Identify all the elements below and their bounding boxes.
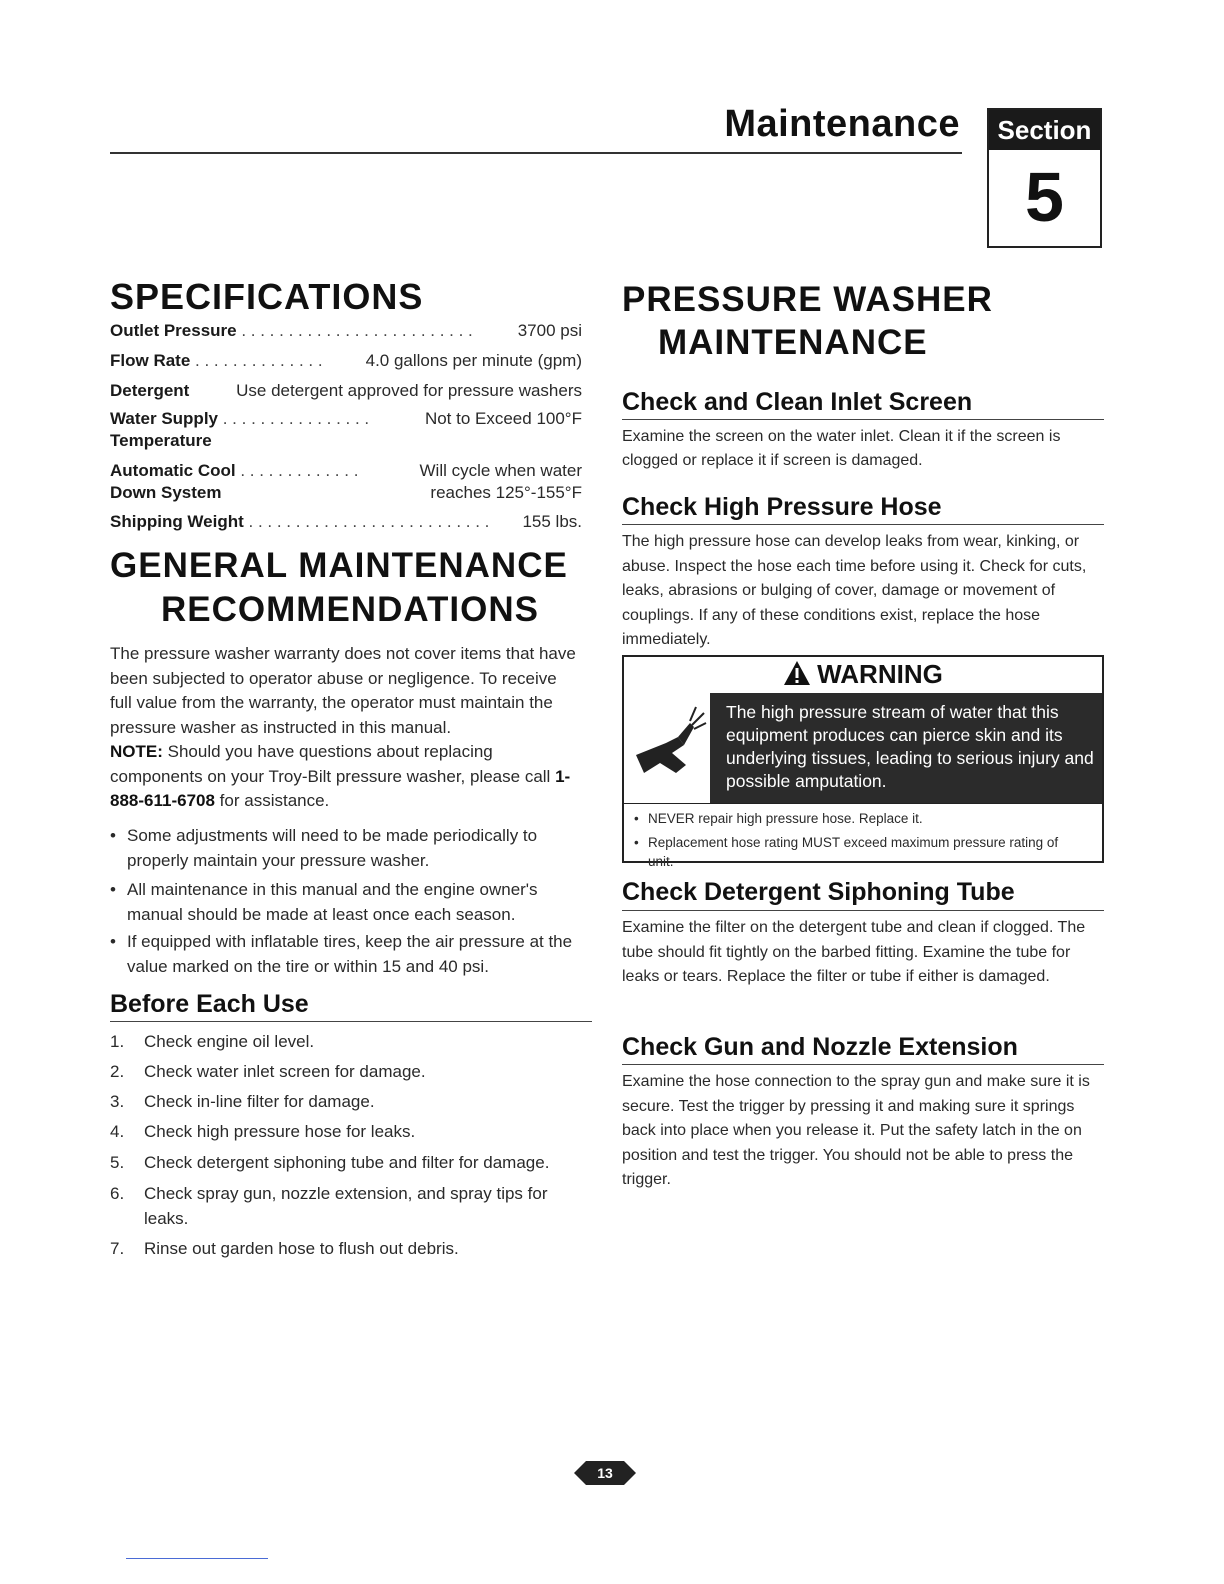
section-number: 5 [1025,158,1064,236]
before-each-use-heading: Before Each Use [110,990,309,1018]
spec-row: Outlet Pressure . . . . . . . . . . . . . . . . . . . . . . . . . 3700 psi [110,321,582,340]
hose-heading: Check High Pressure Hose [622,493,942,521]
general-intro: The pressure washer warranty does not cover items that have been subjected to operator abuse or negligence. To receive full value from the warranty, the operator must maintain the pressure washer as instructed in this manual. [110,644,576,737]
detergent-text: Examine the filter on the detergent tube and clean if clogged. The tube should fit tightly on the barbed fitting. Examine the tube for leaks or tears. Replace the filter or tube if either is damaged. [622,919,1086,985]
inlet-screen-heading: Check and Clean Inlet Screen [622,388,973,416]
gun-heading: Check Gun and Nozzle Extension [622,1033,1018,1061]
list-item: 1. Check engine oil level. [110,1032,315,1051]
subheading-rule [622,1064,1104,1065]
inlet-screen-text: Examine the screen on the water inlet. Clean it if the screen is clogged or replace it if screen is damaged. [622,428,1061,469]
footer-line [126,1558,268,1559]
section-badge [987,108,1102,248]
subheading-rule [622,524,1104,525]
subheading-rule [622,910,1104,911]
general-bullet: • If equipped with inflatable tires, keep the air pressure at the value marked on the tire or within 15 and 40 psi. [110,930,580,979]
page-title: Maintenance [724,103,960,145]
list-item: 5. Check detergent siphoning tube and filter for damage. [110,1153,550,1172]
list-item: 7. Rinse out garden hose to flush out debris. [110,1239,459,1258]
subheading-rule [622,419,1104,420]
pw-heading-line1: PRESSURE WASHER [622,280,993,319]
general-bullet: • Some adjustments will need to be made periodically to properly maintain your pressure washer. [110,824,580,873]
general-note: NOTE: Should you have questions about replacing components on your Troy-Bilt pressure washer, please call 1-888-611-6708 for assistance. [110,742,571,810]
spec-row-continued: Temperature [110,431,212,450]
list-item: 2. Check water inlet screen for damage. [110,1062,426,1081]
list-item: 4. Check high pressure hose for leaks. [110,1122,416,1141]
warning-divider [624,803,1102,804]
warning-message: The high pressure stream of water that this equipment produces can pierce skin and its underlying tissues, leading to serious injury and possible amputation. [710,693,1102,803]
header-rule [110,152,962,154]
spec-row-continued: Down System reaches 125°-155°F [110,483,582,502]
warning-box [622,655,1104,869]
spec-row: Automatic Cool . . . . . . . . . . . . . Will cycle when water [110,461,582,480]
hose-text: The high pressure hose can develop leaks from wear, kinking, or abuse. Inspect the hose each time before using it. Check for cuts, leaks, abrasions or bulging of cover, damage or movement of couplings. If any of these conditions exist, replace the hose immediately. [622,533,1087,648]
spec-row: Water Supply . . . . . . . . . . . . . . . . Not to Exceed 100°F [110,409,582,428]
warning-header [624,657,1102,693]
general-bullet: • All maintenance in this manual and the engine owner's manual should be made at least once each season. [110,878,580,927]
subheading-rule [110,1021,592,1022]
spec-row: Detergent Use detergent approved for pressure washers [110,381,582,400]
gun-text: Examine the hose connection to the spray gun and make sure it is secure. Test the trigger by pressing it and making sure it springs back into place when you release it. Put the safety latch in the on position and test the trigger. You should not be able to press the trigger. [622,1073,1090,1188]
general-heading-line1: GENERAL MAINTENANCE [110,546,568,585]
warning-bullet: • Replacement hose rating MUST exceed maximum pressure rating of unit. [634,833,1074,871]
pw-heading-line2: MAINTENANCE [658,323,928,362]
list-item: 6. Check spray gun, nozzle extension, and spray tips for leaks. [110,1184,548,1228]
spec-row: Flow Rate . . . . . . . . . . . . . . 4.0 gallons per minute (gpm) [110,351,582,370]
injection-hazard-icon [626,693,710,803]
specifications-heading: SPECIFICATIONS [110,276,424,317]
warning-bullet: • NEVER repair high pressure hose. Replace it. [634,809,1084,828]
detergent-heading: Check Detergent Siphoning Tube [622,878,1015,906]
list-item: 3. Check in-line filter for damage. [110,1092,375,1111]
spec-row: Shipping Weight . . . . . . . . . . . . . . . . . . . . . . . . . . 155 lbs. [110,512,582,531]
warning-triangle-icon [783,660,811,686]
general-heading-line2: RECOMMENDATIONS [161,590,539,629]
section-label: Section [989,110,1100,150]
warning-title: WARNING [817,659,943,689]
page-number: 13 [597,1465,613,1481]
